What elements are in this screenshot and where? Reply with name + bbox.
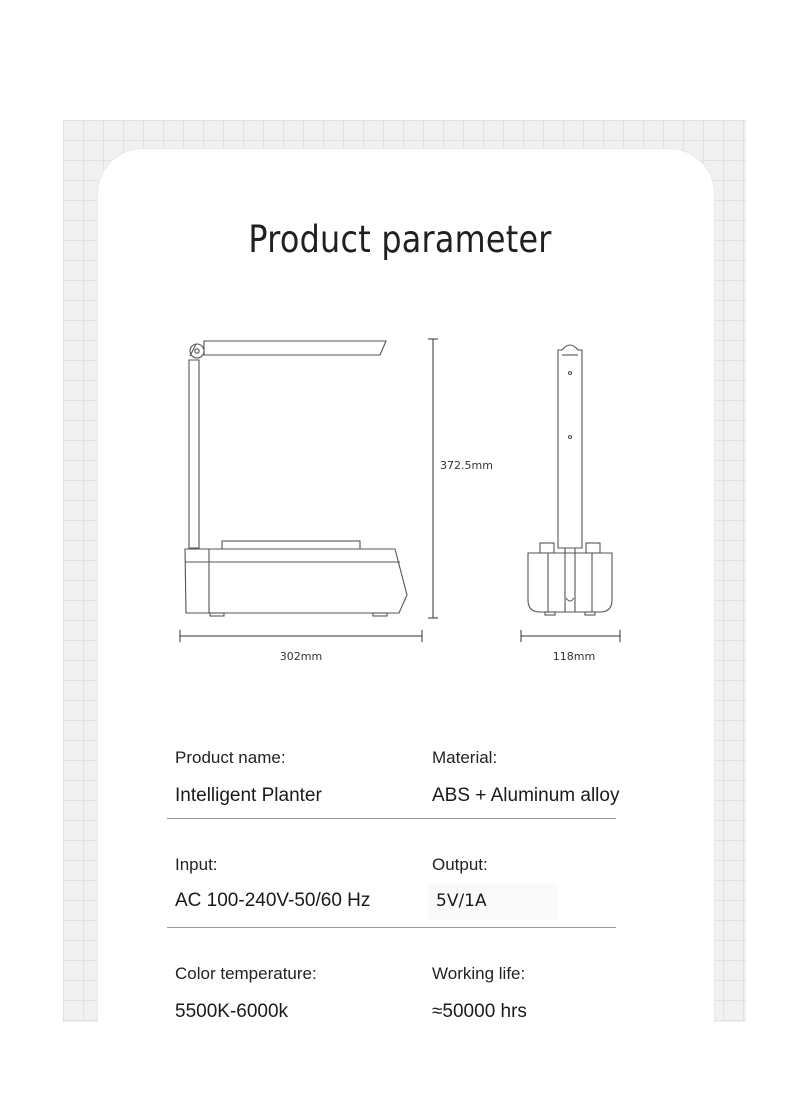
height-dimension-line	[428, 339, 438, 618]
side-view-illustration	[528, 345, 612, 615]
divider	[167, 927, 616, 928]
product-name-label: Product name:	[175, 748, 286, 767]
page-title: Product parameter	[248, 218, 552, 261]
color-temperature-value: 5500K-6000k	[175, 1001, 289, 1022]
front-width-dimension-line	[180, 630, 422, 642]
working-life-label: Working life:	[432, 964, 526, 983]
color-temperature-label: Color temperature:	[175, 964, 317, 983]
product-dimension-drawing	[0, 320, 800, 670]
product-name-value: Intelligent Planter	[175, 785, 322, 806]
front-width-dimension-label: 302mm	[279, 650, 323, 663]
material-label: Material:	[432, 748, 498, 767]
side-width-dimension-line	[521, 630, 620, 642]
front-view-illustration	[185, 341, 407, 616]
output-label: Output:	[432, 855, 488, 874]
input-label: Input:	[175, 855, 218, 874]
output-value: 5V/1A	[436, 891, 487, 911]
material-value: ABS + Aluminum alloy	[432, 785, 620, 806]
height-dimension-label: 372.5mm	[440, 459, 493, 472]
working-life-value: ≈50000 hrs	[432, 1001, 527, 1022]
input-value: AC 100-240V-50/60 Hz	[175, 890, 371, 911]
side-width-dimension-label: 118mm	[552, 650, 596, 663]
divider	[167, 818, 616, 819]
